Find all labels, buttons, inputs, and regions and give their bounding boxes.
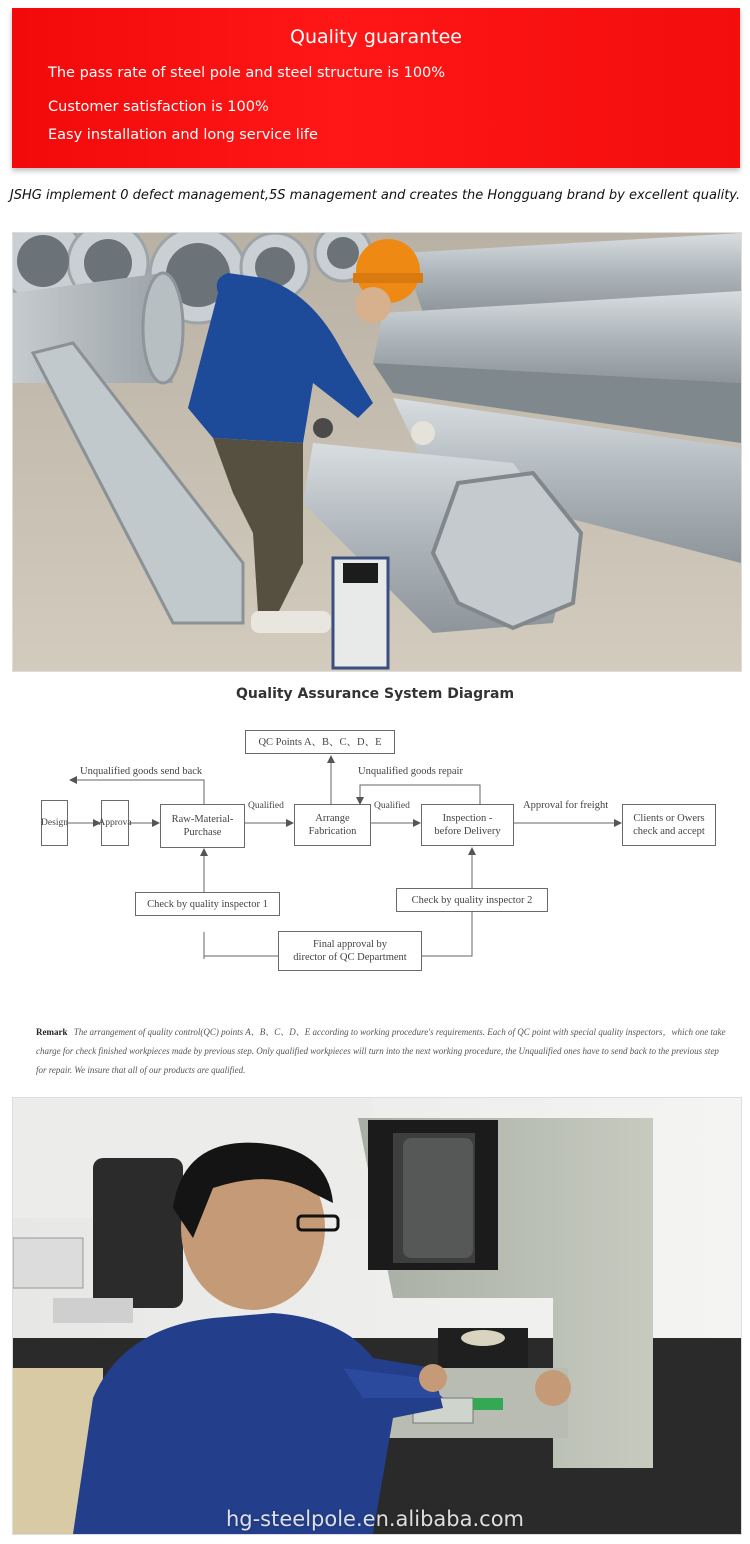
raw-material-box: Raw-Material- Purchase xyxy=(160,804,245,848)
inspector-2-box: Check by quality inspector 2 xyxy=(396,888,548,912)
qc-points-box: QC Points A、B、C、D、E xyxy=(245,730,395,754)
arrange-fabrication-box: Arrange Fabrication xyxy=(294,804,371,846)
banner-line-installation: Easy installation and long service life xyxy=(48,127,318,143)
approval-box: Approva xyxy=(101,800,129,846)
remark-text: The arrangement of quality control(QC) points A、B、C、D、E according to working procedure's requirements. Each of QC point with special quality inspectors，which one take charge for check finished workpieces made by previous step. Only qualified workpieces will turn into the next working procedure, the Unqualified ones have to send back to the previous step for repair. We insure that all of our products are qualified. xyxy=(36,1027,726,1075)
diagram-title: Quality Assurance System Diagram xyxy=(235,686,515,702)
remark-paragraph xyxy=(36,1023,726,1080)
banner-line-satisfaction: Customer satisfaction is 100% xyxy=(48,99,269,115)
label-approval-freight: Approval for freight xyxy=(523,800,609,811)
label-qualified-1: Qualified xyxy=(248,801,284,811)
watermark-text: hg-steelpole.en.alibaba.com xyxy=(225,1507,525,1531)
photo-worker-inspecting-pole xyxy=(12,232,742,672)
banner-line-pass-rate: The pass rate of steel pole and steel structure is 100% xyxy=(48,65,446,81)
remark-label: Remark xyxy=(36,1027,68,1037)
label-qualified-2: Qualified xyxy=(374,801,410,811)
design-box: Design xyxy=(41,800,68,846)
label-unqualified-repair: Unqualified goods repair xyxy=(358,766,463,777)
label-unqualified-back: Unqualified goods send back xyxy=(80,766,203,777)
banner-title: Quality guarantee xyxy=(289,26,462,48)
final-approval-box: Final approval by director of QC Department xyxy=(278,931,422,971)
inspection-box: Inspection - before Delivery xyxy=(421,804,514,846)
quality-banner xyxy=(12,8,740,168)
inspector-1-box: Check by quality inspector 1 xyxy=(135,892,280,916)
quality-assurance-diagram xyxy=(0,680,750,1000)
intro-text: JSHG implement 0 defect management,5S management and creates the Hongguang brand by excellent quality. xyxy=(9,188,741,203)
clients-box: Clients or Owers check and accept xyxy=(622,804,716,846)
photo-technician-projector xyxy=(12,1097,742,1535)
